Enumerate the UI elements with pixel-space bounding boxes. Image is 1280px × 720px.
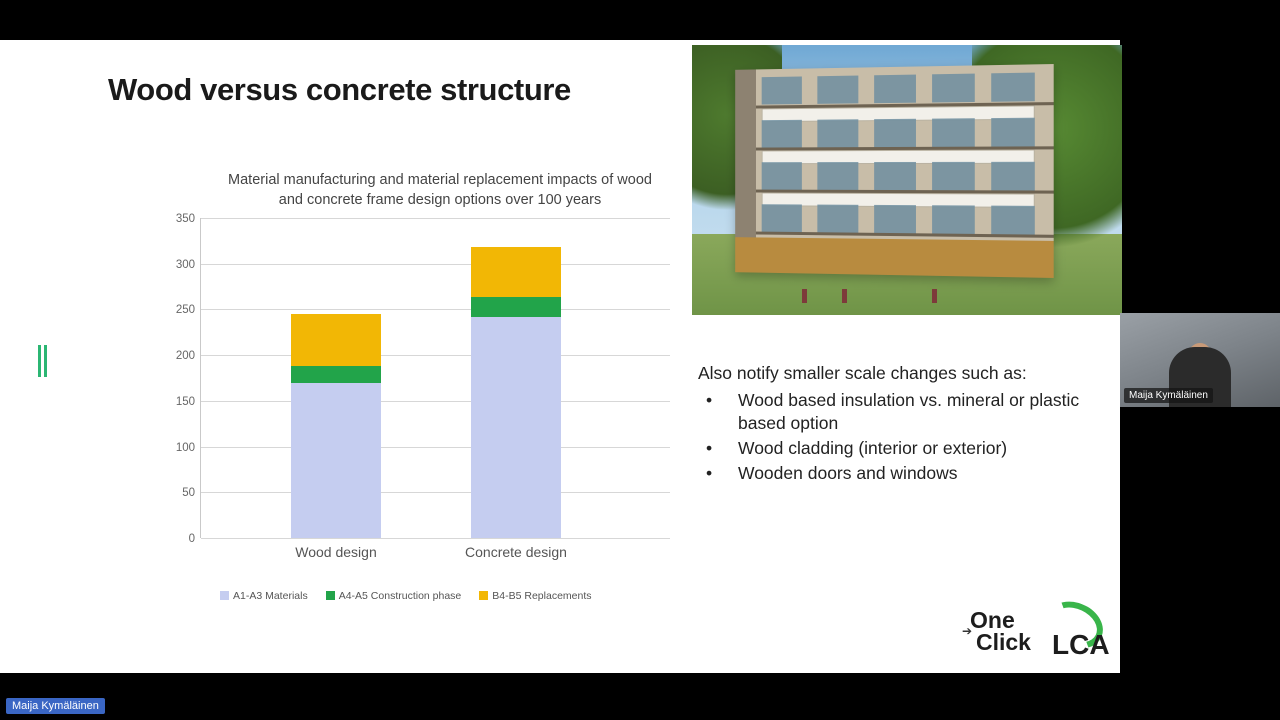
chart-bar-segment <box>291 383 381 538</box>
chart-bar-segment <box>471 297 561 317</box>
chart-gridline <box>175 213 670 225</box>
webcam-name-label: Maija Kymäläinen <box>1124 388 1213 403</box>
chart-x-tick-label: Wood design <box>295 544 377 560</box>
slide-left-margin <box>0 40 90 673</box>
chart-y-tick-label: 50 <box>182 487 195 500</box>
chart-bar <box>291 314 381 538</box>
chart-gridline <box>175 350 670 363</box>
slide-body-text <box>698 362 1098 487</box>
chart-plot-area <box>175 213 670 560</box>
chart-legend-item <box>479 590 591 602</box>
chart-gridline <box>175 304 670 317</box>
chart-legend-item <box>220 590 308 602</box>
chart-bar-segment <box>471 247 561 296</box>
bullet-list <box>698 389 1098 485</box>
chart-legend-label: B4-B5 Replacements <box>492 590 592 602</box>
chart-legend-swatch <box>479 591 488 600</box>
list-item <box>698 437 1098 460</box>
chart-y-tick-label: 100 <box>175 441 195 454</box>
chart-bar <box>471 247 561 538</box>
presentation-slide <box>90 40 1120 673</box>
chart-y-tick-label: 300 <box>175 258 195 271</box>
bullet-text: Wood cladding (interior or exterior) <box>738 438 1008 458</box>
chart-bar-segment <box>291 314 381 366</box>
list-item <box>698 462 1098 485</box>
chart-bar-segment <box>291 366 381 382</box>
logo-click: Click <box>976 629 1031 655</box>
chart-y-tick-label: 0 <box>188 533 195 545</box>
bullet-marker: • <box>706 463 713 483</box>
chart-legend-label: A4-A5 Construction phase <box>338 590 462 602</box>
chart-title: Material manufacturing and material replacement impacts of wood and concrete frame design options over 100 years <box>228 172 652 208</box>
logo-one: One <box>970 607 1015 633</box>
webcam-tile[interactable] <box>1120 313 1280 407</box>
stacked-bar-chart <box>160 170 720 610</box>
chart-y-tick-label: 150 <box>175 395 195 408</box>
chart-gridline <box>175 441 670 454</box>
chart-bar-segment <box>471 317 561 538</box>
bullet-text: Wood based insulation vs. mineral or plastic based option <box>738 390 1080 433</box>
chart-legend-label: A1-A3 Materials <box>233 590 308 602</box>
chart-gridline <box>188 533 670 545</box>
chart-y-tick-label: 200 <box>175 350 195 363</box>
chart-gridline <box>175 258 670 271</box>
body-lead: Also notify smaller scale changes such as: <box>698 363 1027 383</box>
list-item <box>698 389 1098 435</box>
one-click-lca-logo <box>970 605 1110 665</box>
chart-gridline <box>175 395 670 408</box>
building-photo <box>692 45 1122 315</box>
chart-y-tick-label: 350 <box>175 213 195 225</box>
participant-name-badge: Maija Kymäläinen <box>6 698 105 714</box>
chart-legend-item <box>326 590 462 602</box>
chart-legend <box>220 590 592 602</box>
mouse-cursor-icon: ➔ <box>962 624 973 638</box>
bullet-marker: • <box>706 390 713 410</box>
page-title: Wood versus concrete structure <box>108 72 571 107</box>
bullet-marker: • <box>706 438 713 458</box>
logo-lca: LCA <box>1052 629 1110 660</box>
chart-x-tick-label: Concrete design <box>465 544 567 560</box>
chart-legend-swatch <box>220 591 229 600</box>
chart-y-tick-label: 250 <box>175 304 195 317</box>
chart-gridline <box>182 487 670 500</box>
decorative-mark-icon <box>38 345 50 377</box>
chart-legend-swatch <box>326 591 335 600</box>
bullet-text: Wooden doors and windows <box>738 463 958 483</box>
